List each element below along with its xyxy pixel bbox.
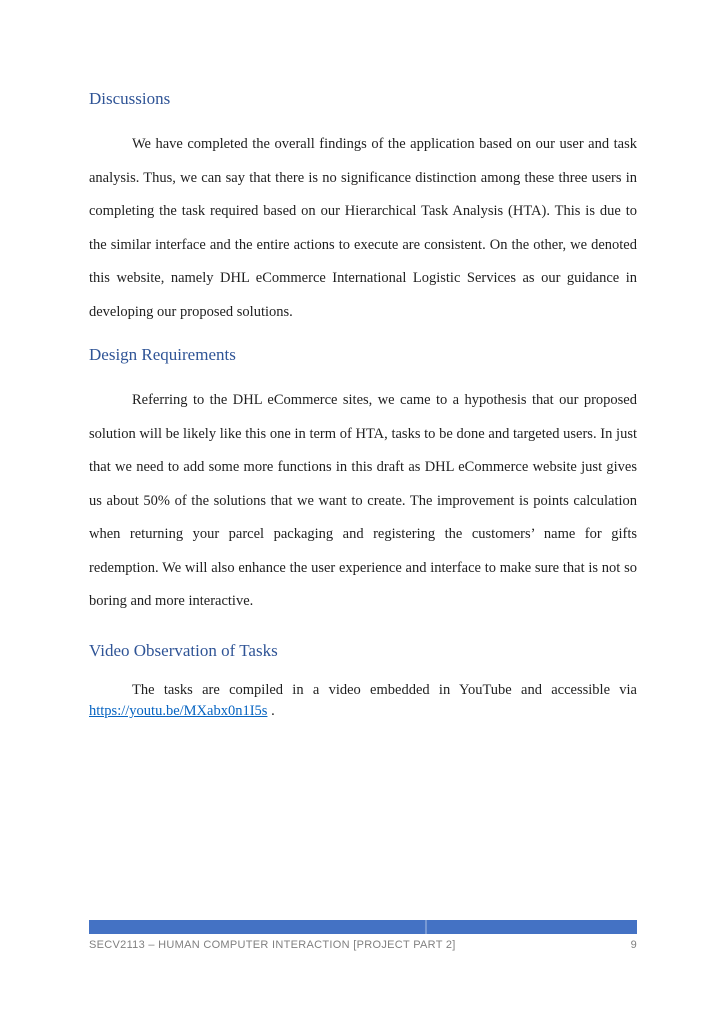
page-content [89,0,637,723]
page-footer [89,939,637,951]
footer-bar-divider [425,920,427,934]
footer-page-number: 9 [630,939,637,951]
paragraph-design-requirements: Referring to the DHL eCommerce sites, we came to a hypothesis that our proposed solution will be likely like this one in term of HTA, tasks to be done and targeted users. In just that we need to add some more functions in this draft as DHL eCommerce website just gives us about 50% of the solutions that we want to create. The improvement is points calculation when returning your parcel packaging and registering the customers’ name for gifts redemption. We will also enhance the user experience and interface to make sure that is not so boring and more interactive. [89,392,637,609]
footer-accent-bar [89,920,637,934]
video-paragraph-text: The tasks are compiled in a video embedded in YouTube and accessible via [132,681,637,698]
heading-design-requirements: Design Requirements [89,345,236,364]
paragraph-discussions: We have completed the overall findings of the application based on our user and task analysis. Thus, we can say that there is no significance distinction among these three users in completing the task required based on our Hierarchical Task Analysis (HTA). This is due to the similar interface and the entire actions to execute are consistent. On the other, we denoted this website, namely DHL eCommerce International Logistic Services as our guidance in developing our proposed solutions. [89,136,637,320]
paragraph-video-observation [89,680,637,723]
youtube-link[interactable]: https://youtu.be/MXabx0n1I5s [89,703,268,719]
heading-video-observation: Video Observation of Tasks [89,640,278,660]
heading-discussions: Discussions [89,89,171,108]
video-paragraph-period: . [267,703,275,719]
footer-course-label: SECV2113 – HUMAN COMPUTER INTERACTION [PROJECT PART 2] [89,939,456,951]
